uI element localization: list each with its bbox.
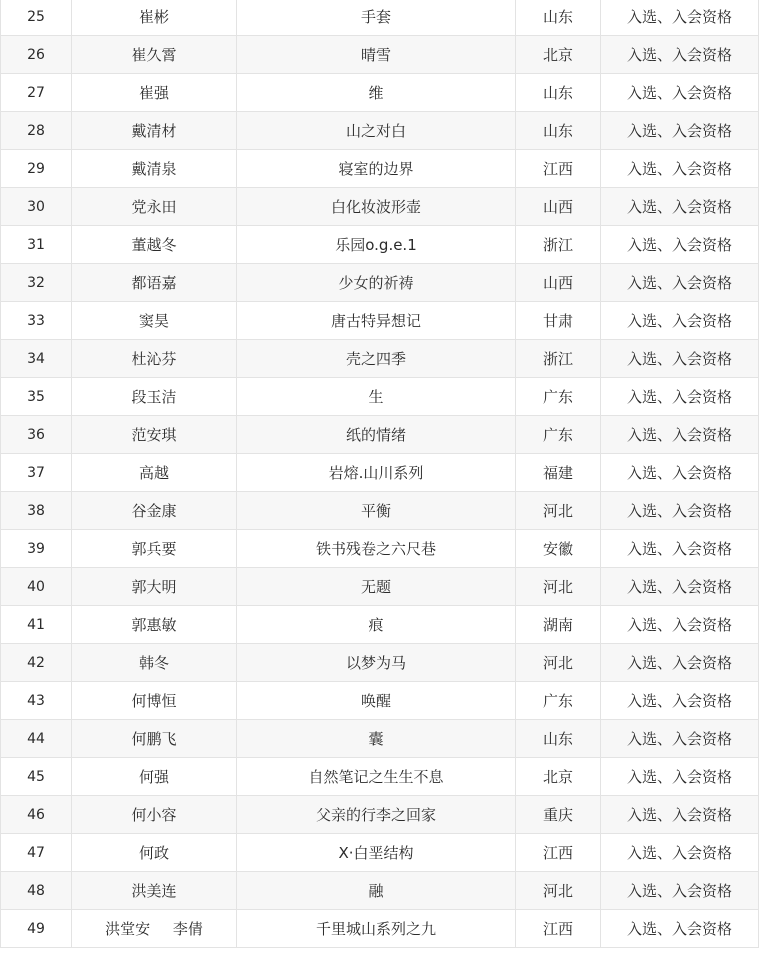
cell-number: 34: [1, 340, 72, 378]
cell-artist-name: 党永田: [72, 188, 237, 226]
cell-status: 入选、入会资格: [601, 378, 759, 416]
table-row: [1, 758, 759, 796]
table-row: [1, 606, 759, 644]
table-row: [1, 682, 759, 720]
cell-province: 浙江: [516, 340, 601, 378]
cell-number: 31: [1, 226, 72, 264]
cell-province: 广东: [516, 416, 601, 454]
table-row: [1, 150, 759, 188]
cell-province: 广东: [516, 378, 601, 416]
cell-status: 入选、入会资格: [601, 264, 759, 302]
cell-status: 入选、入会资格: [601, 606, 759, 644]
table-row: [1, 454, 759, 492]
cell-province: 广东: [516, 682, 601, 720]
cell-work-title: 维: [237, 74, 516, 112]
cell-work-title: 唐古特异想记: [237, 302, 516, 340]
cell-number: 25: [1, 0, 72, 36]
cell-number: 33: [1, 302, 72, 340]
cell-province: 甘肃: [516, 302, 601, 340]
cell-province: 山西: [516, 264, 601, 302]
cell-work-title: 无题: [237, 568, 516, 606]
cell-work-title: 平衡: [237, 492, 516, 530]
cell-artist-name: 郭兵要: [72, 530, 237, 568]
cell-province: 北京: [516, 758, 601, 796]
cell-work-title: 铁书残卷之六尺巷: [237, 530, 516, 568]
table-row: [1, 264, 759, 302]
cell-artist-name: 戴清泉: [72, 150, 237, 188]
cell-status: 入选、入会资格: [601, 454, 759, 492]
cell-number: 36: [1, 416, 72, 454]
cell-province: 山东: [516, 720, 601, 758]
cell-number: 42: [1, 644, 72, 682]
cell-status: 入选、入会资格: [601, 682, 759, 720]
table-row: [1, 796, 759, 834]
table-row: [1, 530, 759, 568]
table-row: [1, 112, 759, 150]
cell-work-title: 以梦为马: [237, 644, 516, 682]
cell-status: 入选、入会资格: [601, 758, 759, 796]
cell-province: 福建: [516, 454, 601, 492]
cell-artist-name: 何强: [72, 758, 237, 796]
cell-work-title: 纸的情绪: [237, 416, 516, 454]
table-row: [1, 378, 759, 416]
cell-province: 江西: [516, 834, 601, 872]
table-row: [1, 36, 759, 74]
cell-artist-name: 郭惠敏: [72, 606, 237, 644]
cell-province: 河北: [516, 644, 601, 682]
cell-work-title: X·白垩结构: [237, 834, 516, 872]
table-body: [1, 0, 759, 948]
cell-status: 入选、入会资格: [601, 0, 759, 36]
cell-province: 河北: [516, 872, 601, 910]
cell-artist-name: 韩冬: [72, 644, 237, 682]
cell-status: 入选、入会资格: [601, 834, 759, 872]
table-row: [1, 492, 759, 530]
table-row: [1, 302, 759, 340]
table-row: [1, 226, 759, 264]
cell-work-title: 山之对白: [237, 112, 516, 150]
cell-work-title: 手套: [237, 0, 516, 36]
table-row: [1, 416, 759, 454]
cell-status: 入选、入会资格: [601, 492, 759, 530]
cell-status: 入选、入会资格: [601, 530, 759, 568]
table-row: [1, 74, 759, 112]
cell-status: 入选、入会资格: [601, 74, 759, 112]
table-row: [1, 568, 759, 606]
cell-artist-name: 何政: [72, 834, 237, 872]
cell-number: 39: [1, 530, 72, 568]
cell-work-title: 晴雪: [237, 36, 516, 74]
cell-province: 山东: [516, 74, 601, 112]
cell-work-title: 囊: [237, 720, 516, 758]
table-row: [1, 644, 759, 682]
cell-artist-name: 何博恒: [72, 682, 237, 720]
cell-number: 37: [1, 454, 72, 492]
cell-number: 28: [1, 112, 72, 150]
cell-province: 安徽: [516, 530, 601, 568]
cell-artist-name: 戴清材: [72, 112, 237, 150]
cell-province: 河北: [516, 568, 601, 606]
cell-number: 48: [1, 872, 72, 910]
cell-number: 38: [1, 492, 72, 530]
cell-artist-name: 郭大明: [72, 568, 237, 606]
cell-artist-name: 崔久霄: [72, 36, 237, 74]
cell-province: 北京: [516, 36, 601, 74]
cell-province: 江西: [516, 150, 601, 188]
cell-province: 江西: [516, 910, 601, 948]
cell-status: 入选、入会资格: [601, 340, 759, 378]
cell-number: 27: [1, 74, 72, 112]
cell-number: 29: [1, 150, 72, 188]
cell-province: 湖南: [516, 606, 601, 644]
cell-status: 入选、入会资格: [601, 188, 759, 226]
cell-artist-name: 段玉洁: [72, 378, 237, 416]
cell-artist-name: 何鹏飞: [72, 720, 237, 758]
cell-work-title: 痕: [237, 606, 516, 644]
cell-number: 47: [1, 834, 72, 872]
cell-status: 入选、入会资格: [601, 226, 759, 264]
cell-status: 入选、入会资格: [601, 36, 759, 74]
cell-number: 44: [1, 720, 72, 758]
table-row: [1, 910, 759, 948]
cell-number: 49: [1, 910, 72, 948]
cell-number: 41: [1, 606, 72, 644]
cell-artist-name: 窦昊: [72, 302, 237, 340]
cell-status: 入选、入会资格: [601, 644, 759, 682]
cell-number: 26: [1, 36, 72, 74]
cell-number: 35: [1, 378, 72, 416]
cell-status: 入选、入会资格: [601, 720, 759, 758]
cell-status: 入选、入会资格: [601, 796, 759, 834]
cell-work-title: 壳之四季: [237, 340, 516, 378]
cell-artist-name: 都语嘉: [72, 264, 237, 302]
cell-status: 入选、入会资格: [601, 416, 759, 454]
cell-status: 入选、入会资格: [601, 872, 759, 910]
cell-status: 入选、入会资格: [601, 302, 759, 340]
cell-number: 43: [1, 682, 72, 720]
cell-province: 山东: [516, 0, 601, 36]
cell-work-title: 自然笔记之生生不息: [237, 758, 516, 796]
cell-work-title: 千里城山系列之九: [237, 910, 516, 948]
cell-province: 河北: [516, 492, 601, 530]
table-row: [1, 188, 759, 226]
cell-artist-name: 谷金康: [72, 492, 237, 530]
cell-work-title: 寝室的边界: [237, 150, 516, 188]
table-row: [1, 340, 759, 378]
cell-artist-name: 范安琪: [72, 416, 237, 454]
cell-status: 入选、入会资格: [601, 150, 759, 188]
cell-artist-name: 洪美连: [72, 872, 237, 910]
cell-status: 入选、入会资格: [601, 112, 759, 150]
cell-status: 入选、入会资格: [601, 910, 759, 948]
cell-artist-name: 杜沁芬: [72, 340, 237, 378]
cell-province: 山东: [516, 112, 601, 150]
cell-work-title: 生: [237, 378, 516, 416]
cell-work-title: 融: [237, 872, 516, 910]
cell-status: 入选、入会资格: [601, 568, 759, 606]
cell-number: 32: [1, 264, 72, 302]
table-row: [1, 0, 759, 36]
table-row: [1, 834, 759, 872]
cell-artist-name: 崔强: [72, 74, 237, 112]
cell-number: 40: [1, 568, 72, 606]
cell-artist-name: 何小容: [72, 796, 237, 834]
table-row: [1, 720, 759, 758]
cell-work-title: 白化妆波形壶: [237, 188, 516, 226]
cell-work-title: 乐园o.g.e.1: [237, 226, 516, 264]
cell-work-title: 岩熔.山川系列: [237, 454, 516, 492]
cell-number: 45: [1, 758, 72, 796]
cell-artist-name: 崔彬: [72, 0, 237, 36]
cell-work-title: 父亲的行李之回家: [237, 796, 516, 834]
cell-artist-name: 洪堂安 李倩: [72, 910, 237, 948]
cell-number: 30: [1, 188, 72, 226]
cell-artist-name: 高越: [72, 454, 237, 492]
cell-province: 重庆: [516, 796, 601, 834]
table-row: [1, 872, 759, 910]
cell-province: 山西: [516, 188, 601, 226]
cell-province: 浙江: [516, 226, 601, 264]
cell-number: 46: [1, 796, 72, 834]
cell-work-title: 唤醒: [237, 682, 516, 720]
cell-work-title: 少女的祈祷: [237, 264, 516, 302]
cell-artist-name: 董越冬: [72, 226, 237, 264]
